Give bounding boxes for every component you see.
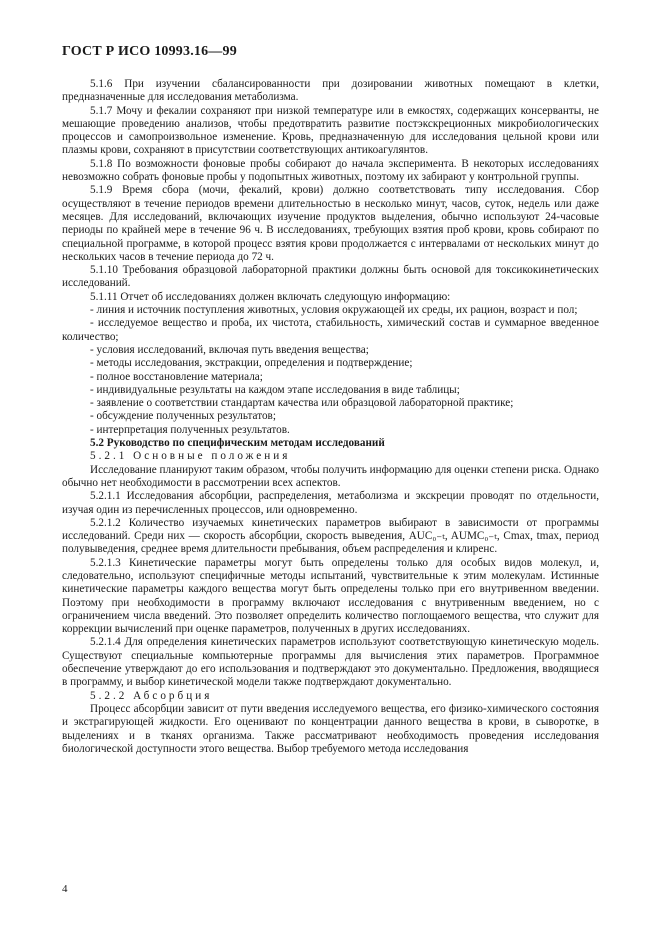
paragraph-intro: Исследование планируют таким образом, чтобы получить информацию для оценки степени риска. Однако обычно нет необходимости в рассмотрении всех аспектов. xyxy=(62,463,599,489)
document-header: ГОСТ Р ИСО 10993.16—99 xyxy=(62,44,237,59)
subsection-heading-5-2-1: 5.2.1 Основные положения xyxy=(90,450,291,463)
list-item: - линия и источник поступления животных, условия окружающей их среды, их рацион, возраст и пол; xyxy=(90,304,578,317)
paragraph-5-2-1-2: 5.2.1.2 Количество изучаемых кинетических параметров выбирают в зависимости от программы исследований. Среди них — скорость абсорбции, скорость выведения, AUC₀₋ₜ, AUMC₀₋ₜ, Cmax, tmax, период полувыведения, среднее время длительности пребывания, объем распределения и клиренс. xyxy=(62,516,599,556)
paragraph-5-2-1-3: 5.2.1.3 Кинетические параметры могут быть определены только для особых видов молекул, и, следовательно, используют специфичные методы испытаний, чувствительные к этим молекулам. Истинные кинетические параметры каждого вещества могут быть определены только при его внутривенном введении. Поэтому при необходимости в программу включают исследования с внутривенным введением, но с ограничением числа введений. Это позволяет определить количество поглощаемого вещества, что служит для коррекции вычислений при оценке параметров, полученных в других исследованиях. xyxy=(62,556,599,636)
paragraph-5-1-6: 5.1.6 При изучении сбалансированности при дозировании животных помещают в клетки, предназначенные для исследования метаболизма. xyxy=(62,78,599,104)
list-item: - условия исследований, включая путь введения вещества; xyxy=(90,343,369,356)
list-item: - индивидуальные результаты на каждом этапе исследования в виде таблицы; xyxy=(90,383,460,396)
list-item: - полное восстановление материала; xyxy=(90,370,263,383)
document-body xyxy=(62,78,599,756)
paragraph-absorption: Процесс абсорбции зависит от пути введения исследуемого вещества, его физико-химического состояния и экстрагирующей жидкости. Его оценивают по концентрации данного вещества в крови, в сыворотке, в выделениях и в тканях организма. Также рассматривают необходимость проведения исследования биологической доступности этого вещества. Выбор требуемого метода исследования xyxy=(62,702,599,755)
section-heading-5-2: 5.2 Руководство по специфическим методам исследований xyxy=(90,437,385,450)
list-item: - исследуемое вещество и проба, их чистота, стабильность, химический состав и суммарное введенное количество; xyxy=(62,317,599,343)
list-item: - интерпретация полученных результатов. xyxy=(90,423,290,436)
paragraph-5-1-10: 5.1.10 Требования образцовой лабораторной практики должны быть основой для токсикокинетических исследований. xyxy=(62,264,599,290)
list-item: - методы исследования, экстракции, определения и подтверждение; xyxy=(90,357,413,370)
paragraph-5-1-8: 5.1.8 По возможности фоновые пробы собирают до начала эксперимента. В некоторых исследованиях невозможно собрать фоновые пробы у подопытных животных, поэтому их забирают у контрольной группы. xyxy=(62,157,599,184)
list-item: - заявление о соответствии стандартам качества или образцовой лабораторной практике; xyxy=(90,397,514,410)
page-number: 4 xyxy=(62,883,68,895)
paragraph-5-1-11: 5.1.11 Отчет об исследованиях должен включать следующую информацию: xyxy=(90,290,451,303)
list-item: - обсуждение полученных результатов; xyxy=(90,410,276,423)
paragraph-5-1-7: 5.1.7 Мочу и фекалии сохраняют при низкой температуре или в емкостях, содержащих консерванты, не мешающие проведению анализов, чтобы предотвратить развитие постэкскреционных микробиологических процессов и самопроизвольное изменение. Кровь, предназначенную для исследования цельной крови или плазмы крови, сохраняют в присутствии соответствующих антикоагулянтов. xyxy=(62,104,599,157)
subsection-heading-5-2-2: 5.2.2 Абсорбция xyxy=(90,689,213,702)
paragraph-5-2-1-1: 5.2.1.1 Исследования абсорбции, распределения, метаболизма и экскреции проводят по отдельности, изучая один из перечисленных процессов, или одновременно. xyxy=(62,490,599,516)
paragraph-5-1-9: 5.1.9 Время сбора (мочи, фекалий, крови) должно соответствовать типу исследования. Сбор осуществляют в течение периодов времени длительностью в несколько минут, часов, суток, недель или даже месяцев. Для исследований, включающих изучение продуктов выделения, обычно используют 24-часовые периоды по крайней мере в течение 96 ч. В исследованиях, требующих взятия проб крови, кровь собирают по специальной программе, в которой процесс взятия крови продолжается с интервалами от нескольких минут до нескольких часов в течение периода до 72 ч. xyxy=(62,184,599,263)
paragraph-5-2-1-4: 5.2.1.4 Для определения кинетических параметров используют соответствующую кинетическую модель. Существуют специальные компьютерные программы для вычисления этих параметров. Программное обеспечение утверждают до его использования и подтверждают это документально. Предложения, вводящиеся в программу, и выбор кинетической модели также подтверждают документально. xyxy=(62,636,599,689)
